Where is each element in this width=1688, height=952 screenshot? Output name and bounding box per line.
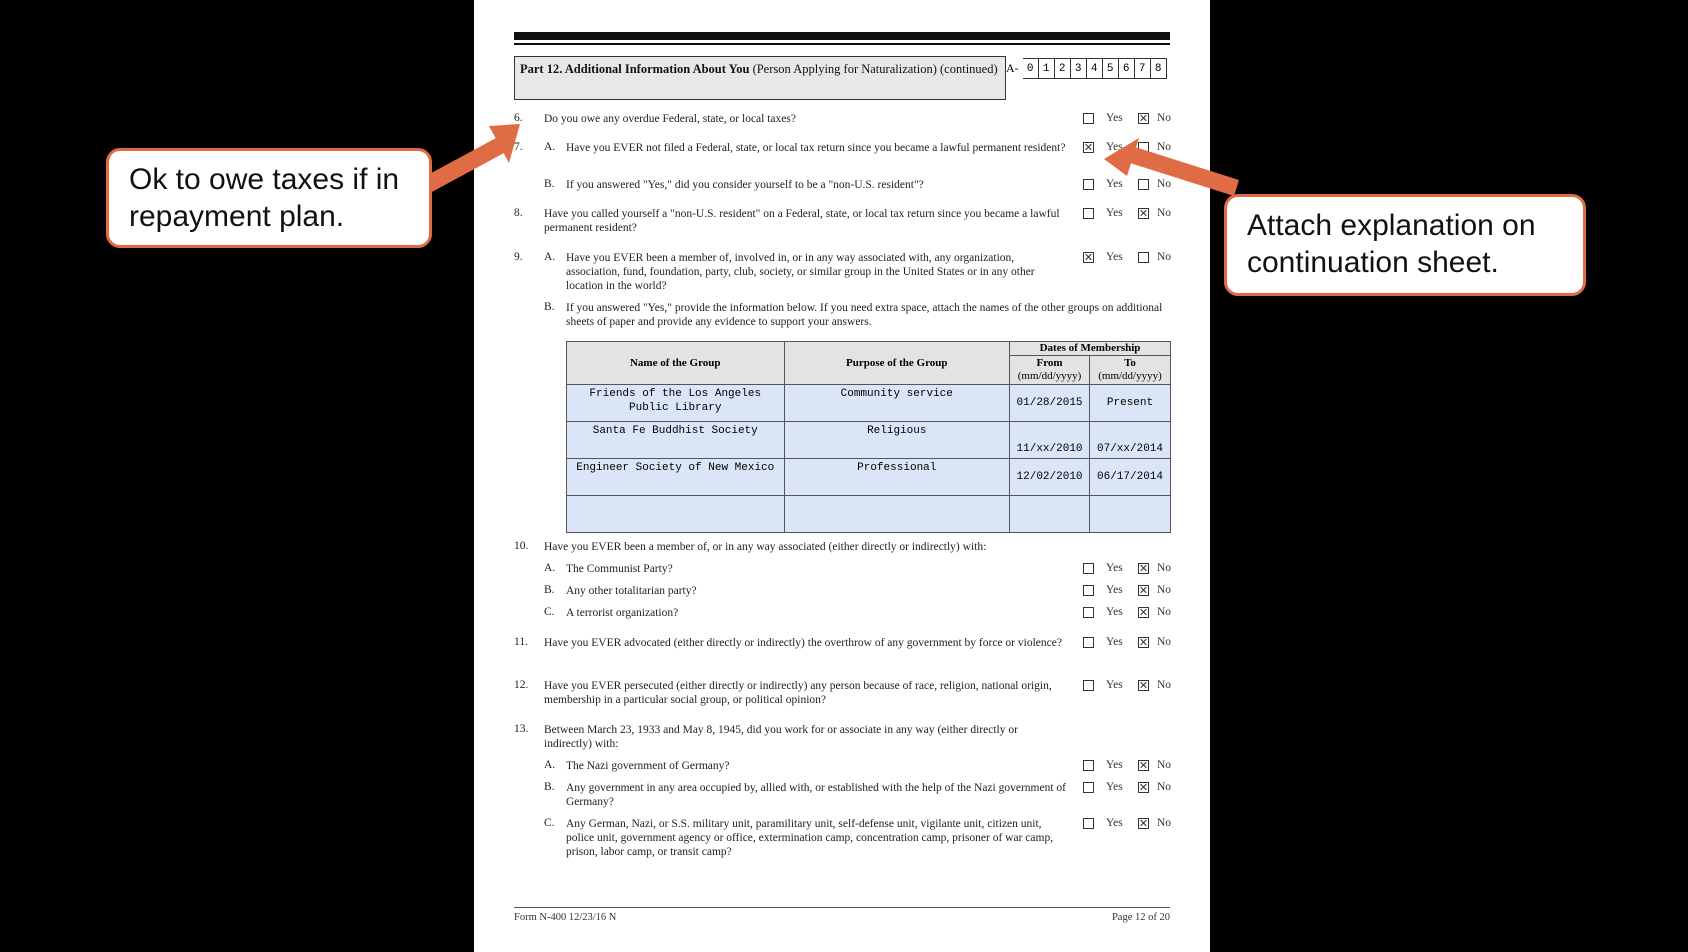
question-number: 8. — [514, 207, 523, 219]
part-title: Part 12. Additional Information About You — [520, 62, 750, 76]
column-header-purpose: Purpose of the Group — [784, 342, 1010, 385]
yes-checkbox[interactable]: ✕ — [1083, 250, 1094, 264]
question-7a-text: Have you EVER not filed a Federal, state, or local tax return since you became a lawful permanent resident? — [566, 142, 1066, 154]
a-number-digit[interactable]: 4 — [1087, 58, 1103, 79]
yes-label: Yes — [1106, 178, 1123, 190]
yes-label: Yes — [1106, 781, 1123, 793]
column-header-name: Name of the Group — [567, 342, 785, 385]
question-7b-text: If you answered "Yes," did you consider yourself to be a "non-U.S. resident"? — [566, 179, 924, 191]
yes-checkbox[interactable]: ✕ — [1083, 140, 1094, 154]
question-8-text: Have you called yourself a "non-U.S. resident" on a Federal, state, or local tax return since you became a lawful permanent resident? — [544, 208, 1060, 234]
question-sub-letter: B. — [544, 584, 555, 596]
yes-label: Yes — [1106, 141, 1123, 153]
a-number-digit[interactable]: 2 — [1055, 58, 1071, 79]
no-checkbox[interactable]: ✕ — [1138, 758, 1149, 772]
question-sub-letter: C. — [544, 817, 555, 829]
from-date-cell[interactable]: 11/xx/2010 — [1010, 422, 1090, 459]
form-id: Form N-400 12/23/16 N — [514, 912, 617, 923]
no-label: No — [1157, 817, 1172, 829]
part-subtitle: (Person Applying for Naturalization) (continued) — [749, 62, 998, 76]
yes-label: Yes — [1106, 679, 1123, 691]
question-sub-letter: A. — [544, 759, 556, 771]
page-number: Page 12 of 20 — [1111, 912, 1170, 923]
no-label: No — [1157, 141, 1172, 153]
question-10-text: Have you EVER been a member of, or in any way associated (either directly or indirectly) with: — [544, 541, 987, 553]
question-10c-text: A terrorist organization? — [566, 607, 679, 619]
yes-label: Yes — [1106, 606, 1123, 618]
yes-label: Yes — [1106, 759, 1123, 771]
question-sub-letter: B. — [544, 178, 555, 190]
question-number: 7. — [514, 141, 523, 153]
right-arrow-shaft — [1130, 147, 1239, 196]
no-label: No — [1157, 207, 1172, 219]
question-number: 13. — [514, 723, 529, 735]
left-arrow-shaft — [422, 138, 504, 193]
question-number: 12. — [514, 679, 529, 691]
no-checkbox[interactable]: ✕ — [1138, 206, 1149, 220]
question-sub-letter: A. — [544, 141, 556, 153]
column-header-dates: Dates of Membership — [1010, 342, 1171, 356]
yes-label: Yes — [1106, 251, 1123, 263]
no-label: No — [1157, 606, 1172, 618]
question-6-text: Do you owe any overdue Federal, state, or local taxes? — [544, 113, 796, 125]
to-date-cell[interactable]: 07/xx/2014 — [1090, 422, 1171, 459]
no-label: No — [1157, 759, 1172, 771]
yes-label: Yes — [1106, 207, 1123, 219]
no-label: No — [1157, 251, 1172, 263]
a-number-digit[interactable]: 1 — [1039, 58, 1055, 79]
a-number-digit[interactable]: 3 — [1071, 58, 1087, 79]
question-sub-letter: A. — [544, 562, 556, 574]
no-label: No — [1157, 679, 1172, 691]
question-number: 11. — [514, 636, 528, 648]
a-number-digit[interactable]: 0 — [1023, 58, 1039, 79]
callout-right: Attach explanation on continuation sheet. — [1224, 194, 1586, 296]
group-purpose-cell[interactable]: Professional — [784, 459, 1010, 496]
from-label: From — [1036, 357, 1063, 369]
from-date-cell[interactable]: 12/02/2010 — [1010, 459, 1090, 496]
question-13-text: Between March 23, 1933 and May 8, 1945, did you work for or associate in any way (either directly or indirectly) with: — [544, 724, 1018, 750]
a-number-digit[interactable]: 5 — [1103, 58, 1119, 79]
no-label: No — [1157, 636, 1172, 648]
group-name-cell[interactable]: Engineer Society of New Mexico — [567, 459, 785, 496]
question-number: 6. — [514, 112, 523, 124]
question-13c-text: Any German, Nazi, or S.S. military unit, paramilitary unit, self-defense unit, vigilante unit, citizen unit, police unit, government agency or office, extermination camp, concentration camp, prisoner of war camp, prison, labor camp, or transit camp? — [566, 818, 1054, 858]
question-sub-letter: C. — [544, 606, 555, 618]
question-13b-text: Any government in any area occupied by, allied with, or established with the help of the Nazi government of Germany? — [566, 782, 1066, 808]
a-number-digit[interactable]: 6 — [1119, 58, 1135, 79]
group-purpose-cell[interactable]: Community service — [784, 385, 1010, 422]
no-label: No — [1157, 562, 1172, 574]
yes-label: Yes — [1106, 636, 1123, 648]
no-label: No — [1157, 112, 1172, 124]
a-number-label: A- — [1006, 61, 1019, 75]
callout-left: Ok to owe taxes if in repayment plan. — [106, 148, 432, 248]
a-number-digit[interactable]: 8 — [1151, 58, 1167, 79]
no-checkbox[interactable]: ✕ — [1138, 111, 1149, 125]
question-9b-text: If you answered "Yes," provide the information below. If you need extra space, attach the names of the other groups on additional sheets of paper and provide any evidence to support your answers. — [566, 302, 1163, 328]
yes-label: Yes — [1106, 562, 1123, 574]
question-9a-text: Have you EVER been a member of, involved in, or in any way associated with, any organization, association, fund, foundation, party, club, society, or similar group in the United States or in any other location in the world? — [566, 252, 1035, 292]
question-sub-letter: A. — [544, 251, 556, 263]
no-label: No — [1157, 781, 1172, 793]
no-checkbox[interactable]: ✕ — [1138, 583, 1149, 597]
question-13a-text: The Nazi government of Germany? — [566, 760, 730, 772]
from-date-cell[interactable]: 01/28/2015 — [1010, 385, 1090, 422]
to-format: (mm/dd/yyyy) — [1098, 370, 1162, 382]
question-10a-text: The Communist Party? — [566, 563, 673, 575]
from-format: (mm/dd/yyyy) — [1017, 370, 1082, 382]
no-label: No — [1157, 178, 1172, 190]
a-number-digit[interactable]: 7 — [1135, 58, 1151, 79]
question-12-text: Have you EVER persecuted (either directly or indirectly) any person because of race, religion, national origin, membership in a particular social group, or political opinion? — [544, 680, 1052, 706]
question-sub-letter: B. — [544, 781, 555, 793]
question-11-text: Have you EVER advocated (either directly or indirectly) the overthrow of any government by force or violence? — [544, 637, 1062, 649]
to-label: To — [1124, 357, 1136, 369]
group-name-cell[interactable]: Santa Fe Buddhist Society — [567, 422, 785, 459]
question-sub-letter: B. — [544, 301, 555, 313]
no-checkbox[interactable]: ✕ — [1138, 605, 1149, 619]
no-label: No — [1157, 584, 1172, 596]
no-checkbox[interactable]: ✕ — [1138, 780, 1149, 794]
group-name-cell[interactable]: Friends of the Los Angeles Public Library — [567, 385, 785, 422]
yes-label: Yes — [1106, 817, 1123, 829]
yes-label: Yes — [1106, 584, 1123, 596]
no-checkbox[interactable]: ✕ — [1138, 635, 1149, 649]
question-number: 10. — [514, 540, 529, 552]
no-checkbox[interactable]: ✕ — [1138, 561, 1149, 575]
to-date-cell[interactable]: Present — [1090, 385, 1171, 422]
group-purpose-cell[interactable]: Religious — [784, 422, 1010, 459]
to-date-cell[interactable]: 06/17/2014 — [1090, 459, 1171, 496]
yes-label: Yes — [1106, 112, 1123, 124]
question-10b-text: Any other totalitarian party? — [566, 585, 697, 597]
no-checkbox[interactable]: ✕ — [1138, 816, 1149, 830]
question-number: 9. — [514, 251, 523, 263]
no-checkbox[interactable]: ✕ — [1138, 678, 1149, 692]
